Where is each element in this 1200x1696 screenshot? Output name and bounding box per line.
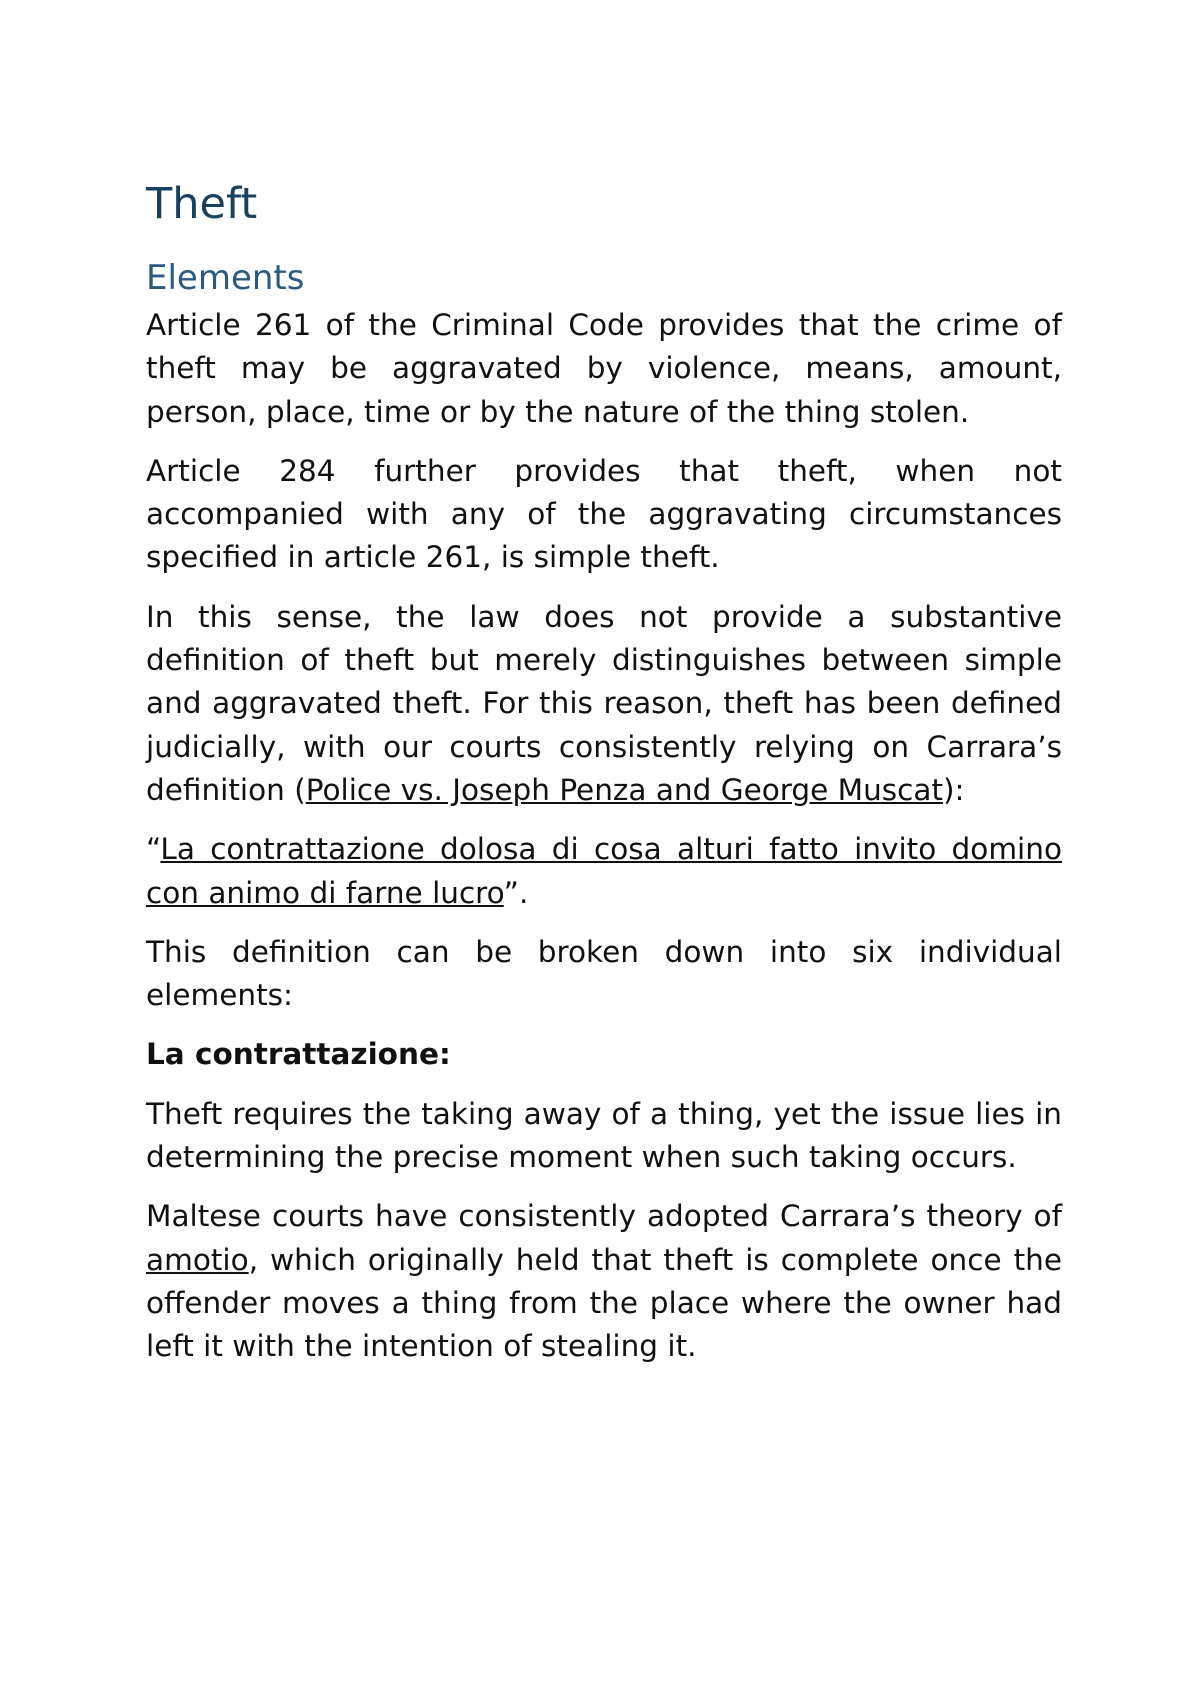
section-subtitle: Elements — [146, 258, 305, 298]
case-citation: Police vs. Joseph Penza and George Muscat — [305, 772, 944, 807]
paragraph-text-end: , which originally held that theft is complete once the offender moves a thing from the place where the owner had left it with the intention of stealing it. — [146, 1242, 1062, 1364]
document-page — [146, 176, 1062, 1385]
carrara-quote — [146, 828, 1062, 915]
document-title: Theft — [146, 179, 258, 229]
paragraph-six-elements: This definition can be broken down into six individual elements: — [146, 934, 1062, 1013]
paragraph-text: Maltese courts have consistently adopted Carrara’s theory of — [146, 1199, 1062, 1234]
term-amotio: amotio — [146, 1242, 249, 1277]
quote-text: La contrattazione dolosa di cosa alturi fatto invito domino con animo di farne lucro — [146, 832, 1062, 910]
paragraph-taking-away: Theft requires the taking away of a thing, yet the issue lies in determining the precise moment when such taking occurs. — [146, 1096, 1062, 1175]
paragraph-article-261: Article 261 of the Criminal Code provides that the crime of theft may be aggravated by violence, means, amount, person, place, time or by the nature of the thing stolen. — [146, 308, 1062, 429]
quote-close-mark: ”. — [503, 875, 529, 910]
section-heading-contrattazione: La contrattazione: — [146, 1037, 451, 1072]
paragraph-text: In this sense, the law does not provide a substantive definition of theft but merely distinguishes between simple and aggravated theft. For this reason, theft has been defined judicially, with our courts consistently relying on Carrara’s definition ( — [146, 599, 1062, 807]
paragraph-article-284: Article 284 further provides that theft, when not accompanied with any of the aggravating circumstances specified in article 261, is simple theft. — [146, 453, 1062, 575]
paragraph-text-end: ): — [943, 772, 965, 807]
quote-open-mark: “ — [146, 832, 161, 867]
paragraph-judicial-definition — [146, 596, 1062, 812]
paragraph-amotio — [146, 1195, 1062, 1368]
